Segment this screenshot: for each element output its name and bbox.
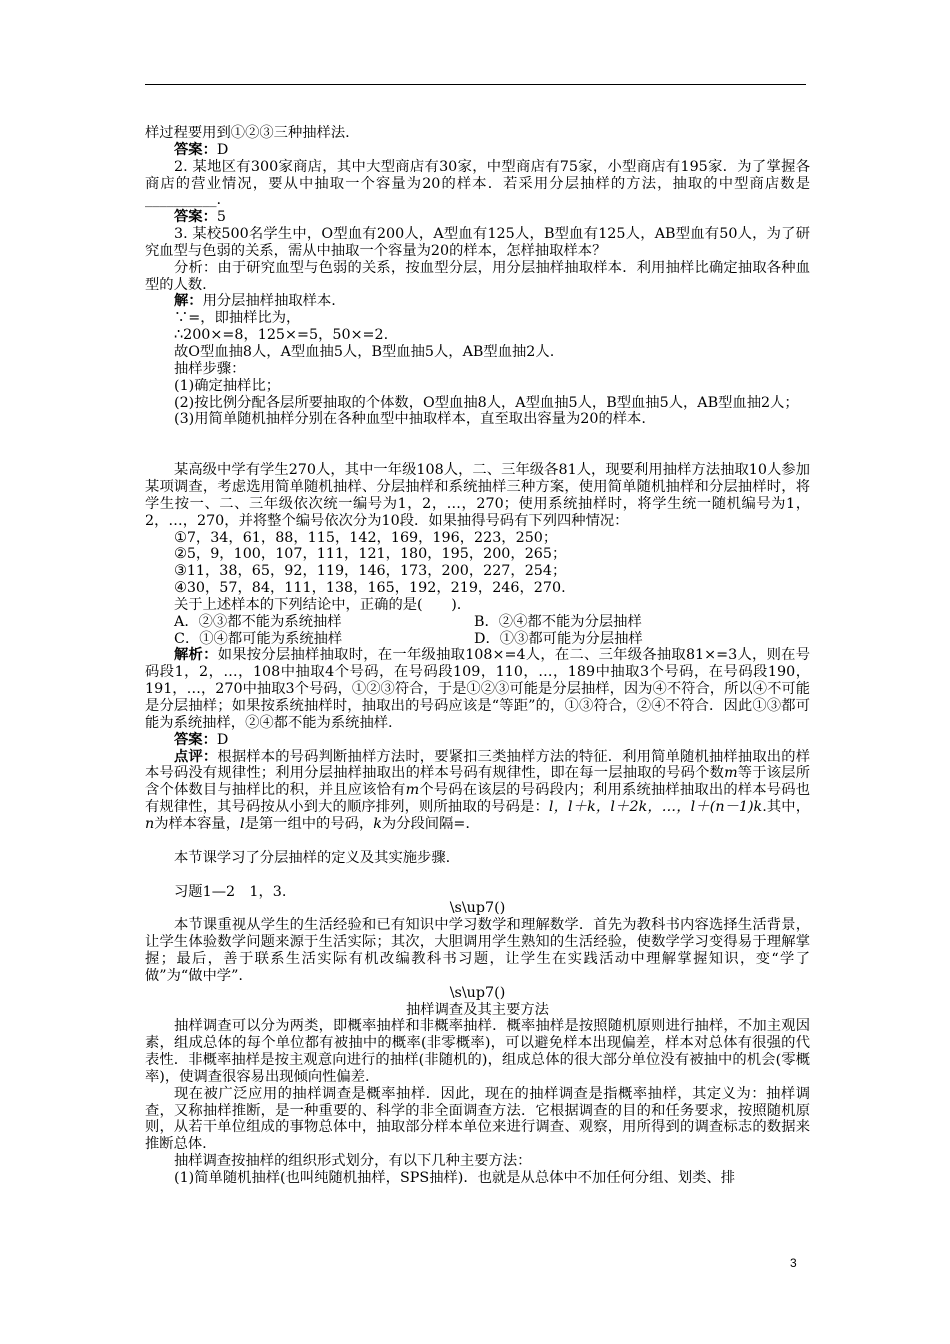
step-item: (2)按比例分配各层所要抽取的个体数，O型血抽8人，A型血抽5人，B型血抽5人，AB型血抽2人； bbox=[174, 394, 799, 411]
math-sequence: l，l＋k，l＋2k，…，l＋(n－1)k bbox=[548, 799, 763, 816]
choice-a: A．②③都不能为系统抽样 bbox=[174, 613, 342, 630]
option-list-item: ③11，38，65，92，119，146，173，200，227，254； bbox=[174, 563, 567, 580]
commentary-text: 等于该层所含个体数目与抽样比的积，并且应该恰有 bbox=[145, 765, 811, 799]
spacer bbox=[145, 833, 810, 850]
explanation-label: 解析： bbox=[174, 647, 218, 664]
commentary-text: 个号码在该层的号码段内；利用系统抽样抽取出的样本号码也有规律性，其号码按从小到大的顺序排列，则所抽取的号码是： bbox=[145, 782, 811, 816]
page-number: 3 bbox=[790, 1256, 797, 1270]
commentary-text: 为分段间隔=. bbox=[381, 815, 470, 832]
choice-b: B．②④都不能为分层抽样 bbox=[474, 613, 642, 630]
formula-line: ∴200×=8，125×=5，50×=2. bbox=[174, 327, 389, 344]
math-var: l bbox=[240, 815, 245, 832]
summary: 本节课学习了分层抽样的定义及其实施步骤. bbox=[174, 849, 451, 866]
choice-c: C．①④都可能为系统抽样 bbox=[174, 630, 343, 647]
option-list-item: ②5，9，100，107，111，121，180，195，200，265； bbox=[174, 546, 567, 563]
paragraph: 抽样调查可以分为两类，即概率抽样和非概率抽样．概率抽样是按照随机原则进行抽样，不加主观因素，组成总体的每个单位都有被抽中的概率(非零概率)，可以避免样本出现偏差，样本对总体有很强的代表性．非概率抽样是按主观意向进行的抽样(非随机的)，组成总体的很大部分单位没有被抽中的机会(零概率)，使调查很容易出现倾向性偏差. bbox=[145, 1018, 810, 1085]
field-code: \s\up7() bbox=[449, 984, 506, 1001]
answer-value: 5 bbox=[216, 209, 226, 226]
steps-heading: 抽样步骤： bbox=[174, 360, 246, 377]
question-3: 3. 某校500名学生中，O型血有200人，A型血有125人，B型血有125人，AB型血有50人，为了研究血型与色弱的关系，需从中抽取一个容量为20的样本，怎样抽取样本？ bbox=[145, 226, 810, 259]
paragraph: 现在被广泛应用的抽样调查是概率抽样．因此，现在的抽样调查是指概率抽样，其定义为：抽样调查，又称抽样推断，是一种重要的、科学的非全面调查方法．它根据调查的目的和任务要求，按照随机原则，从若干单位组成的事物总体中，抽取部分样本单位来进行调查、观察，用所得到的调查标志的数据来推断总体. bbox=[145, 1085, 810, 1153]
spacer bbox=[145, 445, 810, 462]
step-item: (1)确定抽样比； bbox=[174, 377, 281, 394]
step-item: (3)用简单随机抽样分别在各种血型中抽取样本，直至取出容量为20的样本. bbox=[174, 411, 646, 428]
paragraph: 样过程要用到①②③三种抽样法. bbox=[145, 125, 350, 141]
solution-text: 用分层抽样抽取样本. bbox=[202, 293, 336, 310]
answer-value: D bbox=[216, 731, 229, 748]
page-body bbox=[145, 125, 810, 1187]
solution-label: 解： bbox=[174, 293, 203, 310]
solution-line bbox=[145, 293, 810, 310]
result-line: 故O型血抽8人，A型血抽5人，B型血抽5人，AB型血抽2人. bbox=[174, 343, 555, 360]
math-var: n bbox=[145, 815, 155, 832]
math-var: m bbox=[405, 782, 420, 799]
choice-row bbox=[145, 631, 810, 648]
option-list-item: ①7，34，61，88，115，142，169，196，223，250； bbox=[174, 529, 558, 546]
choice-d: D．①③都可能为分层抽样 bbox=[474, 630, 643, 647]
math-var: k bbox=[373, 815, 382, 832]
example-problem: 某高级中学有学生270人，其中一年级108人，二、三年级各81人，现要利用抽样方法抽取10人参加某项调查，考虑选用简单随机抽样、分层抽样和系统抽样三种方案，使用简单随机抽样和分层抽样时，将学生按一、二、三年级依次统一编号为1，2，…，270；使用系统抽样时，将学生统一随机编号为1，2，…，270，并将整个编号依次分为10段．如果抽得号码有下列四种情况： bbox=[145, 462, 810, 529]
answer-label: 答案： bbox=[174, 731, 217, 748]
analysis: 分析：由于研究血型与色弱的关系，按血型分层，用分层抽样抽取样本．利用抽样比确定抽取各种血型的人数. bbox=[145, 259, 810, 293]
answer-line bbox=[145, 142, 810, 159]
answer-label: 答案： bbox=[174, 141, 217, 158]
section-title: 抽样调查及其主要方法 bbox=[406, 1001, 549, 1018]
spacer bbox=[145, 428, 810, 445]
homework: 习题1—2 1，3. bbox=[174, 883, 287, 900]
explanation-text: 如果按分层抽样抽取时，在一年级抽取108×=4人，在二、三年级各抽取81×=3人，则在号码段1，2，…，108中抽取4个号码，在号码段109，110，…，189中抽取3个号码，在号码段190，191，…，270中抽取3个号码，①②③符合，于是①②③可能是分层抽样，因为④不符合，所以④不可能是分层抽样；如果按系统抽样时，抽取出的号码应该是“等距”的，①③符合，②④不符合．因此①③都可能为系统抽样，②④都不能为系统抽样. bbox=[145, 647, 811, 731]
answer-line bbox=[145, 209, 810, 226]
explanation bbox=[145, 647, 810, 731]
commentary-text: 为样本容量， bbox=[154, 815, 240, 832]
commentary-text: 是第一组中的号码， bbox=[244, 815, 374, 832]
header-rule bbox=[145, 84, 806, 85]
option-list-item: ④30，57，84，111，138，165，192，219，246，270. bbox=[174, 580, 566, 597]
answer-line bbox=[145, 732, 810, 749]
field-code: \s\up7() bbox=[449, 900, 506, 917]
reflection: 本节课重视从学生的生活经验和已有知识中学习数学和理解数学．首先为教科书内容选择生活背景，让学生体验数学问题来源于生活实际；其次，大胆调用学生熟知的生活经验，使数学学习变得易于理解掌握；最后，善于联系生活实际有机改编教科书习题，让学生在实践活动中理解掌握知识，变“学了做”为“做中学”. bbox=[145, 917, 810, 984]
paragraph: 抽样调查按抽样的组织形式划分，有以下几种主要方法： bbox=[174, 1153, 532, 1170]
answer-label: 答案： bbox=[174, 209, 217, 226]
answer-value: D bbox=[216, 141, 229, 158]
question-2: 2. 某地区有300家商店，其中大型商店有30家，中型商店有75家，小型商店有195家．为了掌握各商店的营业情况，要从中抽取一个容量为20的样本．若采用分层抽样的方法，抽取的中型商店数是__________. bbox=[145, 158, 810, 209]
formula-line: ∵=，即抽样比为， bbox=[174, 310, 301, 327]
choice-row bbox=[145, 614, 810, 631]
commentary bbox=[145, 749, 810, 833]
spacer bbox=[145, 867, 810, 884]
paragraph: (1)简单随机抽样(也叫纯随机抽样，SPS抽样)．也就是从总体中不加任何分组、划类、排 bbox=[174, 1169, 736, 1186]
commentary-text: .其中， bbox=[762, 799, 811, 816]
commentary-text: 根据样本的号码判断抽样方法时，要紧扣三类抽样方法的特征．利用简单随机抽样抽取出的样本号码没有规律性；利用分层抽样抽取出的样本号码有规律性，即在每一层抽取的号码个数 bbox=[145, 748, 810, 782]
commentary-label: 点评： bbox=[174, 748, 218, 765]
example-question: 关于上述样本的下列结论中，正确的是( ). bbox=[174, 596, 462, 613]
math-var: m bbox=[724, 765, 738, 782]
